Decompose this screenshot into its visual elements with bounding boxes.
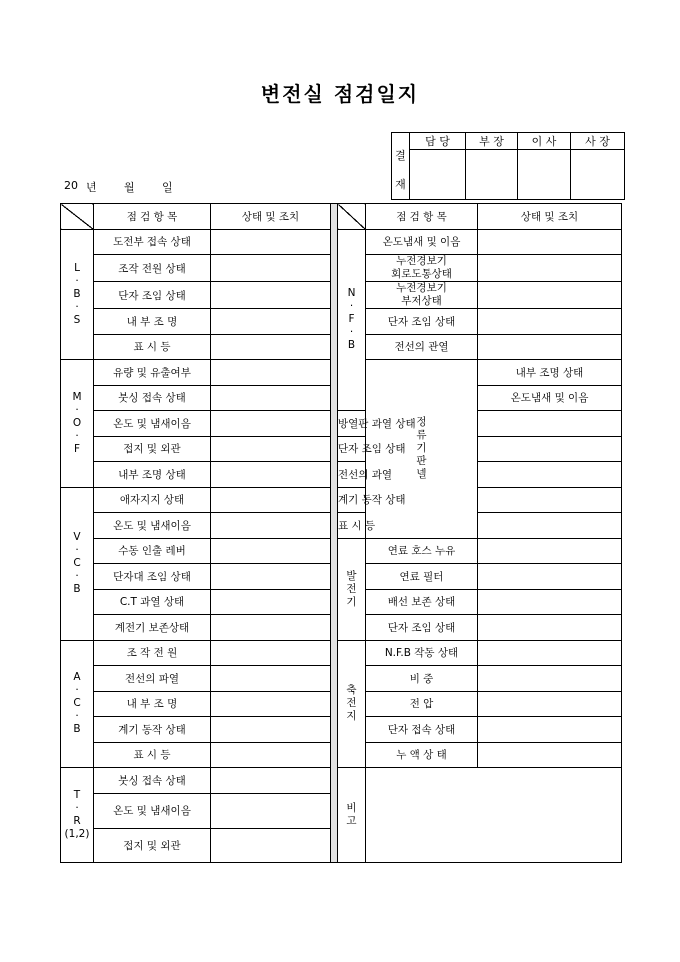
cat-char: 전 [346,697,357,710]
approval-table [391,132,625,200]
header-item-right: 점 검 항 목 [366,204,478,230]
cat-char: · [75,429,79,442]
category-mof [61,360,94,488]
cat-char: B [73,287,81,300]
role-director: 이 사 [518,133,571,150]
status-cell[interactable] [211,385,331,411]
cat-char: · [75,544,79,556]
date-year: 20 [64,179,78,192]
item-label: 비 중 [366,666,478,692]
category-lbs [61,229,94,360]
item-label: 배선 보존 상태 [366,589,478,615]
item-label: 단자 조임 상태 [366,309,478,335]
cat-char: 기 [346,595,357,608]
item-label: 전 압 [366,691,478,717]
cat-char: 축 [346,684,357,697]
date-day-label: 일 [162,181,173,194]
item-label-line: 회로도통상태 [391,268,452,280]
cat-char: · [75,801,79,814]
item-label: 단자 접속 상태 [366,717,478,743]
item-label: 단자 조임 상태 [94,282,211,309]
cat-char: 기 [416,442,427,455]
item-label: 전선의 과열 [338,462,366,488]
item-label: 애자지지 상태 [94,487,211,513]
remarks-area[interactable] [366,768,622,863]
item-label-line: 누전경보기 [396,255,447,267]
status-cell[interactable] [478,589,622,615]
status-cell[interactable] [211,411,331,437]
role-manager: 부 장 [466,133,518,150]
date-year-label: 년 [86,181,97,194]
cat-char: (1,2) [64,827,90,840]
header-status-left: 상태 및 조치 [211,204,331,230]
cat-char: 비 [346,801,357,814]
item-label: N.F.B 작동 상태 [366,640,478,666]
status-cell[interactable] [211,309,331,335]
item-label [366,255,478,282]
cat-char: 류 [416,429,427,442]
item-label: 누 액 상 태 [366,742,478,768]
status-cell[interactable] [478,691,622,717]
cat-char: · [75,684,79,697]
item-label: 방열판 과열 상태 [338,411,366,437]
item-label: 표 시 등 [94,742,211,768]
cat-char: F [73,442,81,455]
cat-char: · [75,300,79,313]
item-label: 온도 및 냄새이음 [94,513,211,539]
cat-char: F [348,313,355,326]
item-label: 표 시 등 [338,513,366,539]
cat-char: L [74,261,80,274]
cat-char: 전 [346,582,357,595]
approval-label-2: 재 [395,178,406,192]
column-divider [331,204,338,863]
item-label: 내부 조명 상태 [94,462,211,488]
cat-char: · [75,570,79,582]
sign-box-president[interactable] [571,150,625,200]
item-label: 온도 및 냄새이음 [94,793,211,828]
item-label: 내 부 조 명 [94,691,211,717]
status-cell[interactable] [211,334,331,360]
item-label: 연료 필터 [366,564,478,590]
header-corner-left [61,204,94,230]
inspection-table [60,203,622,863]
cat-char: C [73,697,81,710]
status-cell[interactable] [478,640,622,666]
role-president: 사 장 [571,133,625,150]
cat-char: · [75,403,79,416]
status-cell[interactable] [478,462,622,488]
item-label: 온도냄새 및 이음 [366,229,478,255]
cat-char: 넬 [416,468,427,481]
cat-char: 정 [416,416,427,429]
item-label: 단자대 조임 상태 [94,564,211,590]
item-label: 전선의 파열 [94,666,211,692]
status-cell[interactable] [478,666,622,692]
status-cell[interactable] [211,691,331,717]
status-cell[interactable] [211,666,331,692]
cat-char: R [73,814,81,827]
cat-char: 판 [416,455,427,468]
status-cell[interactable] [211,589,331,615]
item-label: C.T 과열 상태 [94,589,211,615]
cat-char: 발 [346,569,357,582]
sign-box-director[interactable] [518,150,571,200]
item-label-line: 누전경보기 [396,282,447,294]
cat-char: B [73,723,81,736]
status-cell[interactable] [211,717,331,743]
cat-char: · [75,710,79,723]
status-cell[interactable] [478,538,622,564]
cat-char: S [73,313,81,326]
item-label: 단자 조임 상태 [338,436,366,462]
status-cell[interactable] [478,513,622,539]
category-tr [61,768,94,863]
status-cell[interactable] [478,255,622,282]
header-corner-right [338,204,366,230]
category-generator [338,538,366,640]
item-label: 표 시 등 [94,334,211,360]
cat-char: A [73,671,81,684]
item-label: 단자 조임 상태 [366,615,478,641]
item-label: 수동 인출 레버 [94,538,211,564]
status-cell[interactable] [211,742,331,768]
status-cell[interactable] [211,828,331,862]
status-cell[interactable] [478,282,622,309]
status-cell[interactable] [211,538,331,564]
status-cell[interactable] [211,360,331,386]
date-line [64,179,173,195]
category-nfb [338,229,366,411]
item-label: 조작 전원 상태 [94,255,211,282]
category-remarks [338,768,366,863]
status-cell[interactable] [478,487,622,513]
status-cell[interactable] [211,255,331,282]
item-label: 온도냄새 및 이음 [478,385,622,411]
status-cell[interactable] [478,717,622,743]
category-battery [338,640,366,768]
status-cell[interactable] [478,411,622,437]
cat-char: O [72,416,82,429]
item-label: 붓싱 접속 상태 [94,385,211,411]
item-label: 계기 동작 상태 [94,717,211,743]
cat-char: B [347,339,356,352]
item-label: 계전기 보존상태 [94,615,211,641]
status-cell[interactable] [211,615,331,641]
approval-label-1: 결 [395,148,406,162]
cat-char: · [75,274,79,287]
cat-char: · [349,300,354,313]
item-label: 유량 및 유출여부 [94,360,211,386]
item-label-line: 부저상태 [401,295,442,307]
category-acb [61,640,94,768]
cat-char: M [72,390,82,403]
status-cell[interactable] [478,334,622,360]
role-in-charge: 담 당 [410,133,466,150]
item-label: 전선의 관열 [366,334,478,360]
header-item-left: 점 검 항 목 [94,204,211,230]
cat-char: T [73,788,81,801]
item-label: 도전부 접속 상태 [94,229,211,255]
status-cell[interactable] [211,513,331,539]
item-label: 연료 호스 누유 [366,538,478,564]
item-label: 계기 동작 상태 [338,487,366,513]
status-cell[interactable] [211,564,331,590]
status-cell[interactable] [211,768,331,794]
item-label: 내 부 조 명 [94,309,211,335]
item-label: 온도 및 냄새이음 [94,411,211,437]
status-cell[interactable] [478,436,622,462]
item-label: 접지 및 외관 [94,828,211,862]
item-label: 접지 및 외관 [94,436,211,462]
status-cell[interactable] [211,793,331,828]
item-label: 조 작 전 원 [94,640,211,666]
item-label [366,282,478,309]
cat-char: B [73,583,81,595]
approval-label-top [392,133,410,170]
status-cell[interactable] [211,487,331,513]
cat-char: N [347,287,356,300]
cat-char: · [349,326,354,339]
status-cell[interactable] [478,564,622,590]
status-cell[interactable] [478,229,622,255]
status-cell[interactable] [211,282,331,309]
sign-box-in-charge[interactable] [410,150,466,200]
status-cell[interactable] [211,462,331,488]
cat-char: C [73,557,81,569]
status-cell[interactable] [211,229,331,255]
status-cell[interactable] [478,615,622,641]
cat-char: V [73,531,81,543]
item-label: 붓싱 접속 상태 [94,768,211,794]
item-label: 내부 조명 상태 [478,360,622,386]
sign-box-manager[interactable] [466,150,518,200]
approval-label-bottom [392,170,410,200]
status-cell[interactable] [478,742,622,768]
status-cell[interactable] [478,309,622,335]
cat-char: 고 [346,814,357,827]
date-month-label: 월 [124,181,135,194]
page-title: 변전실 점검일지 [260,82,420,106]
cat-char: 지 [346,710,357,723]
category-vcb [61,487,94,640]
status-cell[interactable] [211,640,331,666]
header-status-right: 상태 및 조치 [478,204,622,230]
status-cell[interactable] [211,436,331,462]
